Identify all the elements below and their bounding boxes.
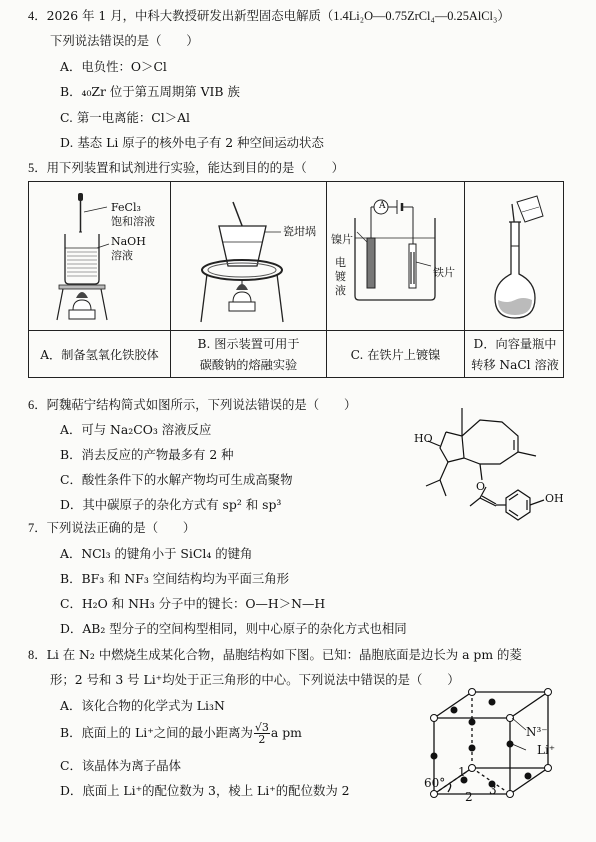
apparatus-b [171,182,327,377]
apparatus-a [29,182,171,377]
q4-formula: 1.4Li₂O—0.75ZrCl₄—0.25AlCl₃ [333,9,498,23]
q5-stem-text: 用下列装置和试剂进行实验，能达到目的的是（ ） [46,160,344,175]
q6-option-c: C．酸性条件下的水解产物均可生成高聚物 [60,472,293,487]
apparatus-d [465,182,565,377]
label-crucible: 瓷坩埚 [283,225,316,238]
label-oh: OH [545,492,564,505]
caption-b-line2: 碳酸钠的熔融实验 [199,358,298,372]
q7-option-a: A．NCl₃ 的键角小于 SiCl₄ 的键角 [60,546,253,561]
q7-stem-text: 下列说法正确的是（ ） [46,520,196,535]
q4-option-b: B．₄₀Zr 位于第五周期第 VIB 族 [60,84,240,99]
q4-stem-a: 2026 年 1 月，中科大教授研发出新型固态电解质（ [46,8,334,23]
label-naoh-solution: 溶液 [111,249,133,262]
q8-option-b-pre: B．底面上的 Li⁺之间的最小距离为 [60,725,253,740]
label-electro-3: 液 [335,284,346,297]
q8-option-b [60,718,302,748]
electroplating-drawing [327,182,465,330]
q5-stem [28,160,344,177]
q6-stem-text: 阿魏萜宁结构简式如图所示，下列说法错误的是（ ） [46,397,357,412]
label-fecl3: FeCl₃ [111,201,141,214]
q8-number: 8． [28,648,47,662]
fraction-denominator: 2 [258,733,266,746]
caption-c: C. 在铁片上镀镍 [350,348,441,362]
q4-stem-b: ） [497,8,510,23]
label-lithium-ion: Li⁺ [537,743,556,757]
q4-stem-line2: 下列说法错误的是（ ） [50,33,199,48]
q4-number: 4． [28,9,47,23]
q6-option-d: D．其中碳原子的杂化方式有 sp² 和 sp³ [60,497,282,512]
q8-stem-line1 [28,647,522,664]
caption-d-line2: 转移 NaCl 溶液 [471,358,559,372]
label-naoh: NaOH [111,235,146,248]
q4-option-d: D. 基态 Li 原子的核外电子有 2 种空间运动状态 [60,135,324,150]
label-angle-60: 60° [424,776,446,790]
q7-option-b: B．BF₃ 和 NF₃ 空间结构均为平面三角形 [60,571,290,586]
caption-b-line1: B. 图示装置可用于 [197,337,300,351]
q8-option-a: A．该化合物的化学式为 Li₃N [60,698,225,713]
fraction-numerator: √3 [254,721,269,734]
q5-number: 5． [28,161,47,175]
q4-stem [28,8,510,25]
q4-option-a: A．电负性：O＞Cl [60,59,167,74]
label-ho: HO [414,432,433,445]
label-saturated-solution: 饱和溶液 [111,215,155,228]
q6-number: 6． [28,398,47,412]
label-ester-o: O [476,480,486,493]
q7-option-d: D．AB₂ 型分子的空间构型相同，则中心原子的杂化方式也相同 [60,621,407,636]
volumetric-flask-drawing [465,182,565,330]
label-position-2: 2 [465,790,473,804]
q7-number: 7． [28,521,47,535]
crucible-setup-drawing [171,182,327,330]
label-nickel-plate: 镍片 [331,233,353,246]
caption-d [465,334,565,376]
label-iron-sheet: 铁片 [433,266,455,279]
label-position-3: 3 [489,783,497,797]
q8-stem-line2: 形；2 号和 3 号 Li⁺均处于正三角形的中心。下列说法中错误的是（ ） [50,672,460,687]
q4-option-c: C. 第一电离能：Cl＞Al [60,110,191,125]
q7-option-c: C．H₂O 和 NH₃ 分子中的键长：O—H＞N—H [60,596,326,611]
q6-option-a: A．可与 Na₂CO₃ 溶液反应 [60,422,212,437]
colloid-setup-drawing [29,182,171,330]
caption-a: A．制备氢氧化铁胶体 [40,348,159,362]
q7-stem [28,520,195,537]
label-position-1: 1 [458,765,466,779]
label-electro-2: 镀 [335,270,346,283]
q8-option-b-post: a pm [270,725,302,740]
apparatus-table [28,181,564,378]
label-electro-1: 电 [335,256,346,269]
caption-d-line1: D．向容量瓶中 [473,337,557,351]
sqrt3-over-2-fraction [254,722,270,745]
apparatus-c [327,182,465,377]
q6-stem [28,397,356,414]
label-ammeter: A [379,201,386,211]
q8-stem-text1: Li 在 N₂ 中燃烧生成某化合物，晶胞结构如下图。已知：晶胞底面是边长为 a pm 的菱 [46,647,522,662]
q8-option-d: D．底面上 Li⁺的配位数为 3，棱上 Li⁺的配位数为 2 [60,783,350,798]
label-nitride-ion: N³⁻ [526,725,548,739]
q6-option-b: B．消去反应的产物最多有 2 种 [60,447,234,462]
q8-option-c: C．该晶体为离子晶体 [60,758,181,773]
caption-b [171,334,326,376]
